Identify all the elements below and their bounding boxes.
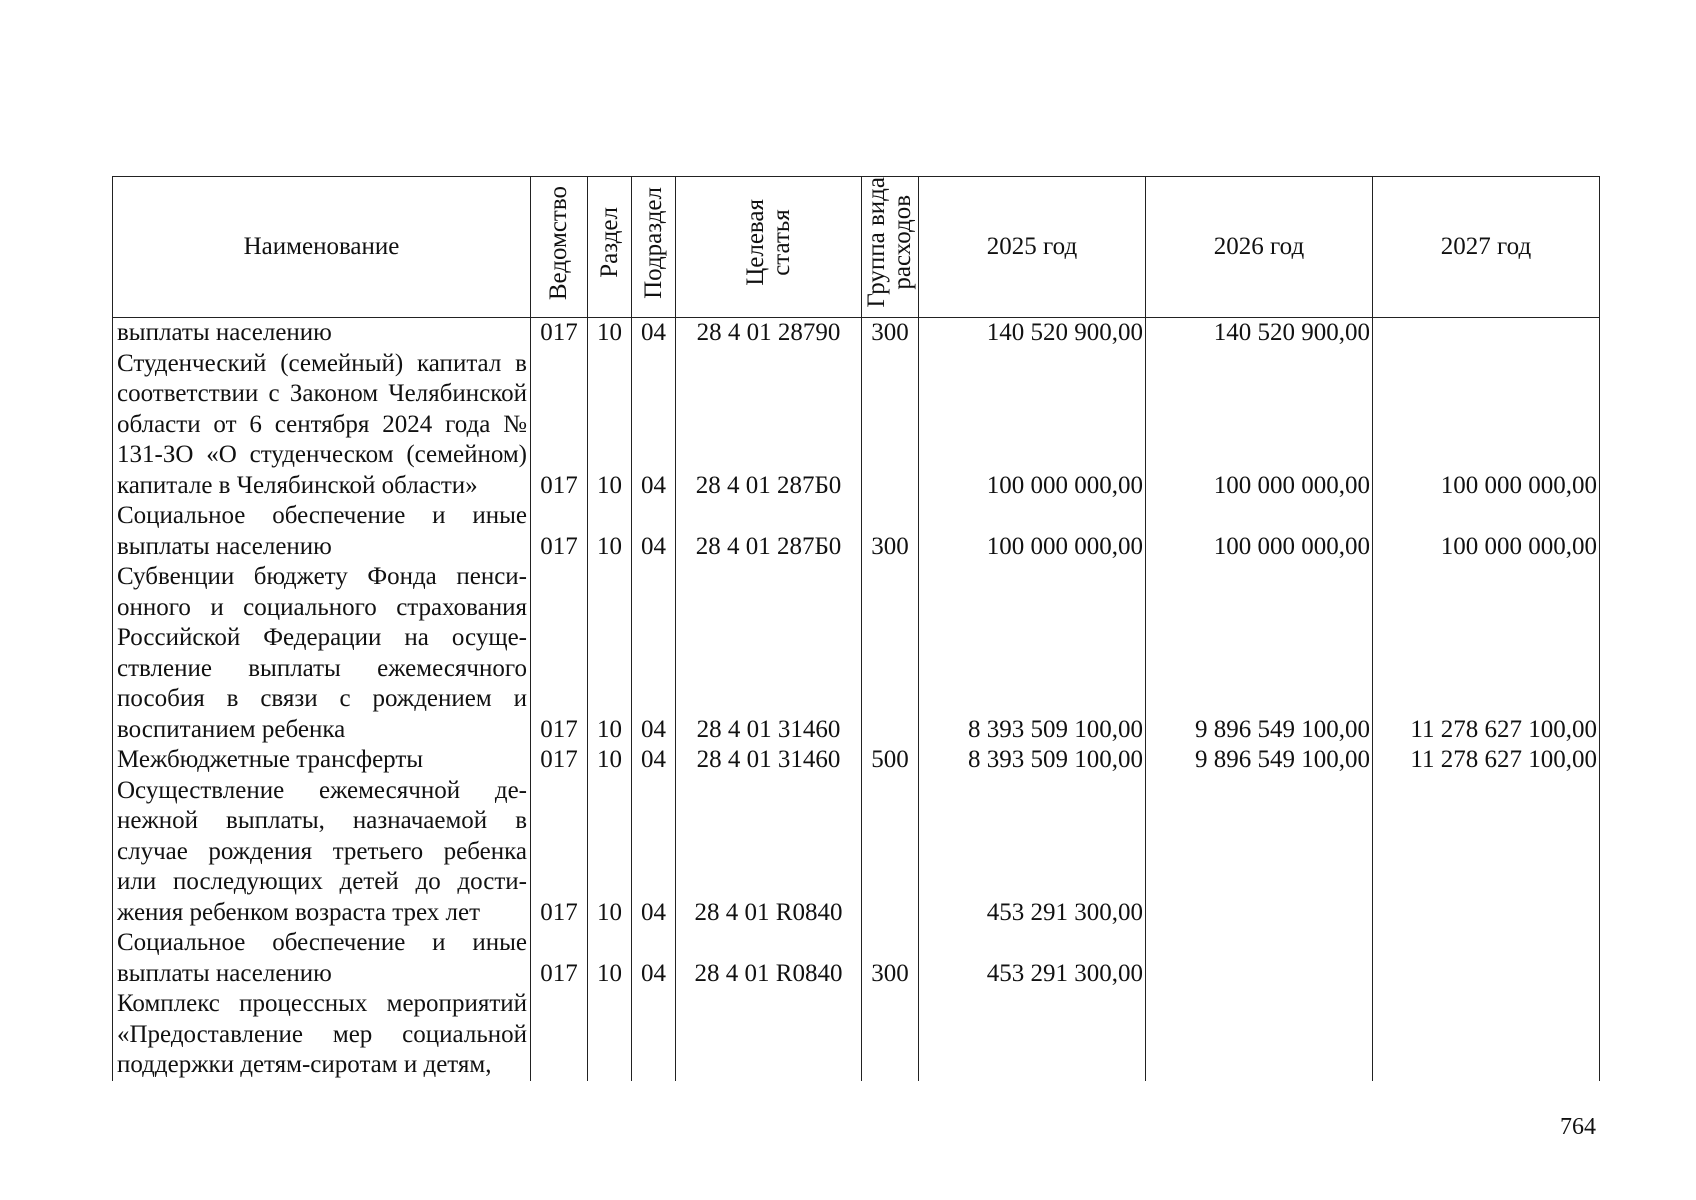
budget-table [112, 176, 1600, 1081]
header-2027: 2027 год [1373, 177, 1600, 318]
row-department: 017 [531, 928, 588, 989]
row-section: 10 [588, 501, 632, 562]
row-amount-2025: 453 291 300,00 [919, 776, 1146, 929]
row-target-article: 28 4 01 31460 [676, 745, 862, 776]
row-subsection: 04 [632, 318, 676, 349]
header-target-article: Целевая статья [676, 177, 862, 318]
row-expense-group: 300 [862, 928, 919, 989]
row-section: 10 [588, 928, 632, 989]
table-row [113, 501, 1600, 562]
row-amount-2027: 100 000 000,00 [1373, 349, 1600, 502]
row-amount-2026: 140 520 900,00 [1146, 318, 1373, 349]
row-amount-2025: 8 393 509 100,00 [919, 745, 1146, 776]
row-subsection: 04 [632, 776, 676, 929]
row-name: Субвенции бюджету Фонда пенсионного и социального страхования Российской Федерации на осуществление выплаты ежемесячного пособия в связи с рождением и воспитанием ребенка [113, 562, 531, 745]
table-row [113, 928, 1600, 989]
row-target-article [676, 989, 862, 1081]
row-expense-group [862, 349, 919, 502]
row-target-article: 28 4 01 31460 [676, 562, 862, 745]
row-expense-group: 300 [862, 501, 919, 562]
row-name: Социальное обеспечение и иные выплаты населению [113, 501, 531, 562]
row-name: Комплекс процессных мероприятий «Предоставление мер социальной поддержки детям-сиротам и детям, [113, 989, 531, 1081]
table-row [113, 776, 1600, 929]
row-department: 017 [531, 562, 588, 745]
row-name: Студенческий (семейный) капитал в соответствии с Законом Челябинской области от 6 сентября 2024 года № 131-ЗО «О студенческом (семейном) капитале в Челябинской области» [113, 349, 531, 502]
row-amount-2027 [1373, 989, 1600, 1081]
row-expense-group: 500 [862, 745, 919, 776]
row-section [588, 989, 632, 1081]
header-department: Ведомство [531, 177, 588, 318]
row-amount-2026: 9 896 549 100,00 [1146, 562, 1373, 745]
row-target-article: 28 4 01 287Б0 [676, 349, 862, 502]
header-expense-group: Группа вида расходов [862, 177, 919, 318]
row-name: Межбюджетные трансферты [113, 745, 531, 776]
row-amount-2027: 100 000 000,00 [1373, 501, 1600, 562]
row-subsection: 04 [632, 745, 676, 776]
row-expense-group [862, 562, 919, 745]
row-subsection: 04 [632, 501, 676, 562]
row-name: Осуществление ежемесячной денежной выплаты, назначаемой в случае рождения третьего ребенка или последующих детей до достижения ребенком возраста трех лет [113, 776, 531, 929]
header-row [113, 177, 1600, 318]
header-2025: 2025 год [919, 177, 1146, 318]
row-amount-2027: 11 278 627 100,00 [1373, 745, 1600, 776]
row-amount-2027: 11 278 627 100,00 [1373, 562, 1600, 745]
row-subsection: 04 [632, 562, 676, 745]
row-amount-2026: 9 896 549 100,00 [1146, 745, 1373, 776]
row-amount-2025: 453 291 300,00 [919, 928, 1146, 989]
row-amount-2025: 100 000 000,00 [919, 349, 1146, 502]
header-section: Раздел [588, 177, 632, 318]
row-amount-2026 [1146, 928, 1373, 989]
header-name: Наименование [113, 177, 531, 318]
row-target-article: 28 4 01 28790 [676, 318, 862, 349]
header-2026: 2026 год [1146, 177, 1373, 318]
row-target-article: 28 4 01 R0840 [676, 776, 862, 929]
row-amount-2026: 100 000 000,00 [1146, 501, 1373, 562]
row-name: выплаты населению [113, 318, 531, 349]
row-section: 10 [588, 349, 632, 502]
row-section: 10 [588, 745, 632, 776]
row-section: 10 [588, 776, 632, 929]
row-section: 10 [588, 318, 632, 349]
row-amount-2025: 100 000 000,00 [919, 501, 1146, 562]
table-row [113, 562, 1600, 745]
row-department: 017 [531, 745, 588, 776]
row-department [531, 989, 588, 1081]
row-amount-2026 [1146, 989, 1373, 1081]
table-row [113, 745, 1600, 776]
row-amount-2027 [1373, 318, 1600, 349]
row-target-article: 28 4 01 287Б0 [676, 501, 862, 562]
header-subsection: Подраздел [632, 177, 676, 318]
row-amount-2025 [919, 989, 1146, 1081]
row-expense-group: 300 [862, 318, 919, 349]
row-amount-2026: 100 000 000,00 [1146, 349, 1373, 502]
table-row [113, 318, 1600, 349]
page-number: 764 [1560, 1114, 1596, 1140]
row-expense-group [862, 776, 919, 929]
row-department: 017 [531, 349, 588, 502]
row-expense-group [862, 989, 919, 1081]
row-subsection: 04 [632, 928, 676, 989]
row-subsection [632, 989, 676, 1081]
row-department: 017 [531, 776, 588, 929]
row-section: 10 [588, 562, 632, 745]
row-target-article: 28 4 01 R0840 [676, 928, 862, 989]
row-amount-2027 [1373, 928, 1600, 989]
table-row [113, 349, 1600, 502]
row-amount-2026 [1146, 776, 1373, 929]
row-department: 017 [531, 318, 588, 349]
row-amount-2027 [1373, 776, 1600, 929]
row-name: Социальное обеспечение и иные выплаты населению [113, 928, 531, 989]
table-row [113, 989, 1600, 1081]
row-amount-2025: 8 393 509 100,00 [919, 562, 1146, 745]
row-department: 017 [531, 501, 588, 562]
row-amount-2025: 140 520 900,00 [919, 318, 1146, 349]
row-subsection: 04 [632, 349, 676, 502]
